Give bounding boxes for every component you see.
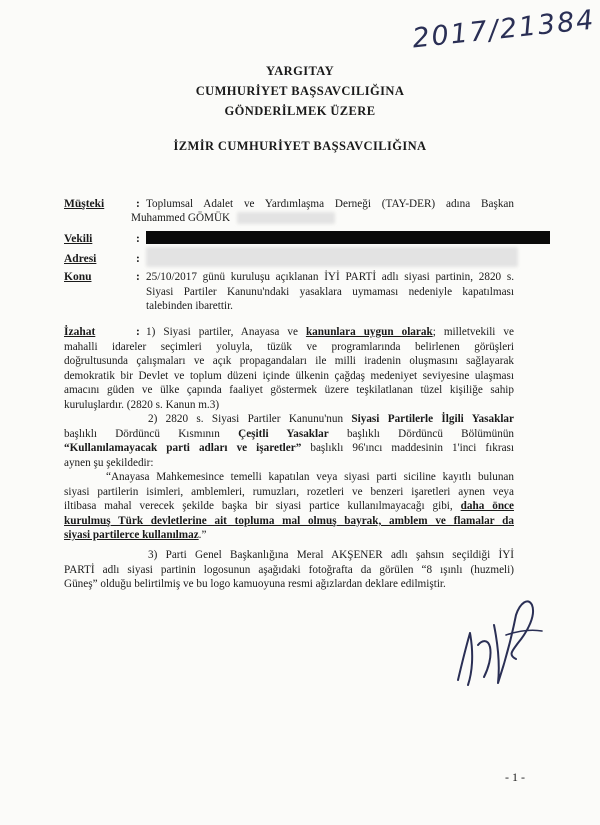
- izahat-paragraph-2: [64, 412, 514, 470]
- emphasis-siyasi-partilerle-ilgili-yasaklar: Siyasi Partilerle İlgili Yasaklar: [351, 413, 514, 425]
- emphasis-cesitli-yasaklar: Çeşitli Yasaklar: [238, 427, 329, 440]
- izahat-p1-line-2: mahalli idareler seçimleri yoluyla, tüzük ve programlarında belirlenen görüşleri: [64, 340, 514, 353]
- page-number: - 1 -: [505, 770, 525, 784]
- quote-line-5: siyasi partilerce kullanılmaz.”: [64, 529, 207, 542]
- konu-colon: :: [136, 271, 140, 283]
- konu-line-3: talebinden ibarettir.: [146, 300, 233, 313]
- redacted-blur-adresi: [146, 247, 518, 267]
- header-gonderilmek-uzere: GÖNDERİLMEK ÜZERE: [224, 104, 376, 118]
- izahat-p2-line-2: başlıklı Dördüncü Kısmının Çeşitli Yasaklar başlıklı Dördüncü Bölümünün: [64, 427, 514, 440]
- izahat-p1-line-4: demokratik bir Devlet ve toplum düzeni içinde ülkenin çağdaş medeniyet seviyesine ulaşması: [64, 369, 514, 382]
- musteki-name: Muhammed GÖMÜK: [131, 212, 231, 224]
- konu-line-1: 25/10/2017 günü kuruluşu açıklanan İYİ PARTİ adlı siyasi partinin, 2820 s.: [146, 271, 514, 283]
- izahat-p1-line-5: amacını güden ve ülke çapında faaliyet göstermek üzere teşkilatlanan tüzel kişiliğe sahip: [64, 384, 514, 397]
- konu-line-2: Siyasi Partiler Kanunu'ndaki yasaklara uymaması nedeniyle kapatılması: [146, 285, 514, 298]
- quote-line-3: iltibasa mahal verecek şekilde başka bir siyasi partice kullanılmayacağı gibi, daha önce: [64, 500, 514, 513]
- izahat-colon: :: [136, 326, 140, 338]
- header-yargitay: YARGITAY: [265, 64, 335, 78]
- handwritten-signature: [438, 585, 548, 695]
- konu-label: Konu: [64, 271, 92, 283]
- quote-line-1: “Anayasa Mahkemesince temelli kapatılan veya siyasi parti siciline kayıtlı bulunan: [106, 471, 514, 483]
- redacted-bar-vekili: [146, 231, 550, 244]
- law-quote: [64, 470, 514, 543]
- emphasis-turk-devletleri-bayrak: kurulmuş Türk devletlerine ait topluma mal olmuş bayrak, amblem ve flamalar da: [64, 514, 514, 527]
- izahat-p1-line-3: doğrultusunda çalışmaları ve açık propagandaları ile milli iradenin oluşmasını sağlayarak: [64, 355, 514, 368]
- header-cumhuriyet-bassavciligina: CUMHURİYET BAŞSAVCILIĞINA: [195, 84, 405, 98]
- emphasis-kanunlara-uygun: kanunlara uygun olarak: [305, 326, 433, 338]
- adresi-colon: :: [136, 253, 140, 265]
- redacted-blur-musteki: [237, 212, 335, 224]
- izahat-p3-line-2: PARTİ adlı siyasi partinin logosunun aşağıdaki fotoğrafta da görülen “8 ışınlı (huzmeli): [64, 563, 514, 576]
- izahat-p3-line-3: Güneş” olduğu belirtilmiş ve bu logo kamuoyuna resmi ağızlardan deklare edilmiştir.: [64, 578, 446, 591]
- emphasis-siyasi-partilerce-kullanilmaz: siyasi partilerce kullanılmaz: [64, 529, 199, 542]
- handwritten-reference: 2017/21384: [410, 4, 597, 55]
- musteki-text: [146, 197, 514, 212]
- izahat-p2-line-4: aynen şu şekildedir:: [64, 456, 154, 469]
- quote-line-4: [64, 514, 514, 529]
- izahat-p3-line-1: 3) Parti Genel Başkanlığına Meral AKŞENER adlı şahsın seçildiği İYİ: [148, 549, 514, 561]
- header-izmir-bassavciligina: İZMİR CUMHURİYET BAŞSAVCILIĞINA: [173, 139, 427, 153]
- emphasis-daha-once: daha önce: [460, 500, 514, 513]
- izahat-p2-line-3: “Kullanılamayacak parti adları ve işaretler” başlıklı 96'ıncı maddesinin 1'inci fıkrası: [64, 442, 514, 455]
- musteki-line-1: Toplumsal Adalet ve Yardımlaşma Derneği (TAY-DER) adına Başkan: [146, 198, 514, 210]
- emphasis-kullanilamayacak-parti-adlari: “Kullanılamayacak parti adları ve işaretler”: [64, 442, 302, 455]
- izahat-paragraph-1: [64, 325, 514, 413]
- izahat-p1-line-6: kuruluşlardır. (2820 s. Kanun m.3): [64, 398, 220, 411]
- izahat-label: İzahat: [64, 326, 96, 338]
- konu-text: [146, 270, 514, 314]
- izahat-p1-line-1: 1) Siyasi partiler, Anayasa ve kanunlara uygun olarak; milletvekili ve: [146, 326, 514, 338]
- adresi-label: Adresi: [64, 253, 97, 265]
- musteki-colon: :: [136, 198, 140, 210]
- izahat-p2-line-1: 2) 2820 s. Siyasi Partiler Kanunu'nun Siyasi Partilerle İlgili Yasaklar: [148, 413, 514, 425]
- vekili-colon: :: [136, 233, 140, 245]
- musteki-label: Müşteki: [64, 198, 105, 210]
- quote-line-2: siyasi partilerin isimleri, amblemleri, rumuzları, rozetleri ve benzeri işaretleri aynen veya: [64, 485, 514, 498]
- vekili-label: Vekili: [64, 233, 93, 245]
